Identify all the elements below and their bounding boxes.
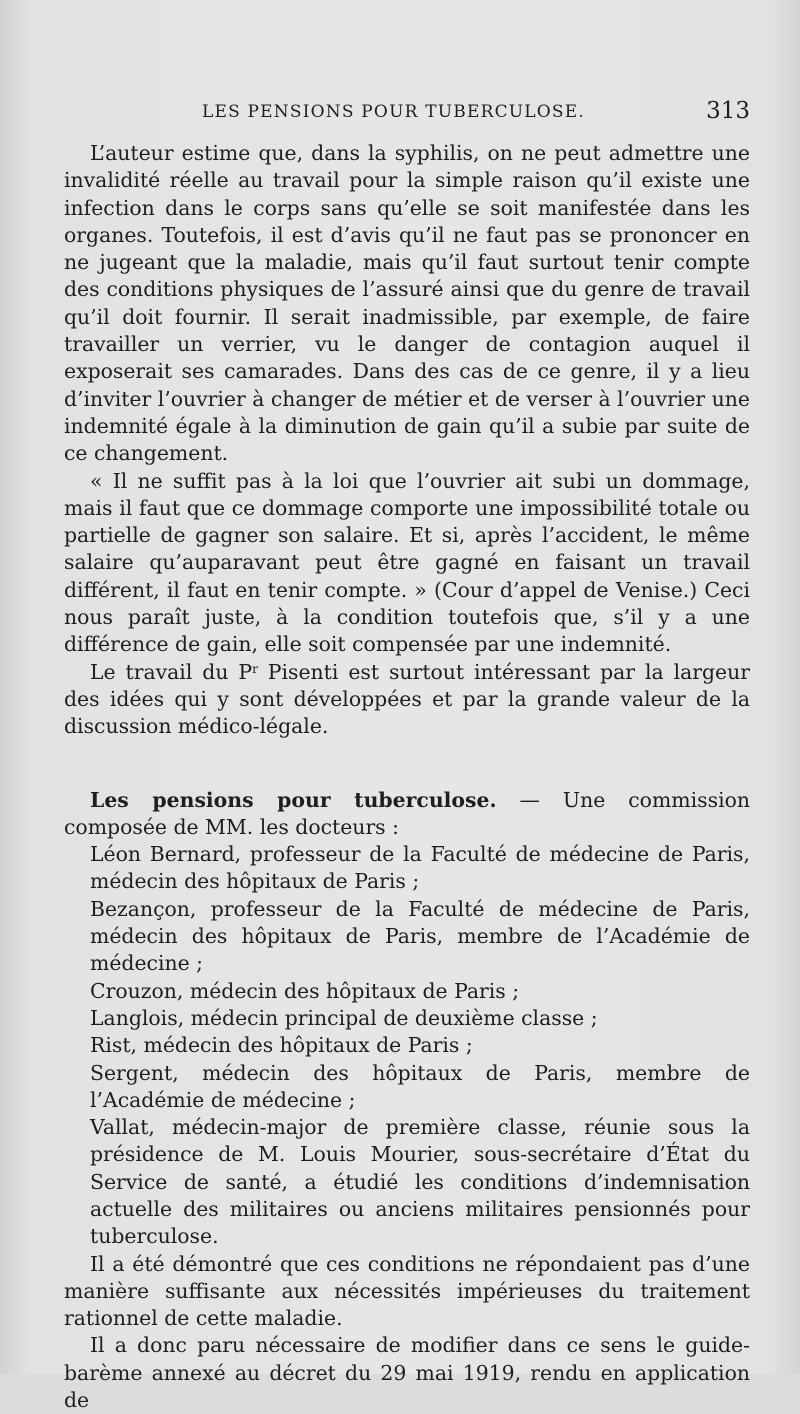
page-body [64,140,750,1414]
member-bezancon: Bezançon, professeur de la Faculté de médecine de Paris, médecin des hôpitaux de Paris, membre de l’Académie de médecine ; [90,896,750,976]
paragraph-syphilis: L’auteur estime que, dans la syphilis, on ne peut admettre une invalidité réelle au travail pour la simple raison qu’il existe une infection dans le corps sans qu’elle se soit manifestée dans les organes. Toutefois, il est d’avis qu’il ne faut pas se prononcer en ne jugeant que la maladie, mais qu’il faut surtout tenir compte des conditions physiques de l’assuré ainsi que du genre de travail qu’il doit fournir. Il serait inadmissible, par exemple, de faire travailler un verrier, vu le danger de contagion auquel il exposerait ses camarades. Dans des cas de ce genre, il y a lieu d’inviter l’ouvrier à changer de métier et de verser à l’ouvrier une indemnité égale à la diminution de gain qu’il a subie par suite de ce changement. [64,141,750,466]
page-header [64,100,750,132]
running-title: LES PENSIONS POUR TUBERCULOSE. [202,102,585,122]
page-number: 313 [706,98,750,124]
section-intro [64,787,750,842]
pisenti-superscript: r [252,661,258,676]
member-crouzon: Crouzon, médecin des hôpitaux de Paris ; [90,978,520,1003]
paragraph-quote-venise: « Il ne suffit pas à la loi que l’ouvrier ait subi un dommage, mais il faut que ce dommage comporte une impossibilité totale ou partielle de gagner son salaire. Et si, après l’accident, le même salaire qu’auparavant peut être gagné en faisant un travail différent, il faut en tenir compte. » (Cour d’appel de Venise.) Ceci nous paraît juste, à la condition toutefois que, s’il y a une différence de gain, elle soit compensée par une indemnité. [64,468,750,657]
paragraph-pisenti [64,659,750,741]
member-rist: Rist, médecin des hôpitaux de Paris ; [90,1033,473,1058]
member-sergent: Sergent, médecin des hôpitaux de Paris, membre de l’Académie de médecine ; [90,1060,750,1112]
paragraph-conditions: Il a été démontré que ces conditions ne répondaient pas d’une manière suffisante aux nécessités impérieuses du traitement rationnel de cette maladie. [64,1251,750,1331]
member-bernard: Léon Bernard, professeur de la Faculté de médecine de Paris, médecin des hôpitaux de Paris ; [90,842,750,894]
section-intro-text: — Une commission composée de MM. les docteurs : [64,787,750,839]
pisenti-text-after: Pisenti est surtout intéressant par la largeur des idées qui y sont développées et par la grande valeur de la discussion médico-légale. [64,659,751,739]
section-title: Les pensions pour tuberculose. [90,787,497,812]
member-langlois: Langlois, médecin principal de deuxième classe ; [90,1005,598,1030]
pisenti-text-before: Le travail du P [90,659,253,684]
section-spacer [64,741,750,787]
paragraph-guide-bareme: Il a donc paru nécessaire de modifier dans ce sens le guide-barème annexé au décret du 29 mai 1919, rendu en application de [64,1333,750,1413]
member-vallat: Vallat, médecin-major de première classe, réunie sous la présidence de M. Louis Mourier, sous-secrétaire d’État du Service de santé, a étudié les conditions d’indemnisation actuelle des militaires ou anciens militaires pensionnés pour tuberculose. [90,1115,750,1249]
